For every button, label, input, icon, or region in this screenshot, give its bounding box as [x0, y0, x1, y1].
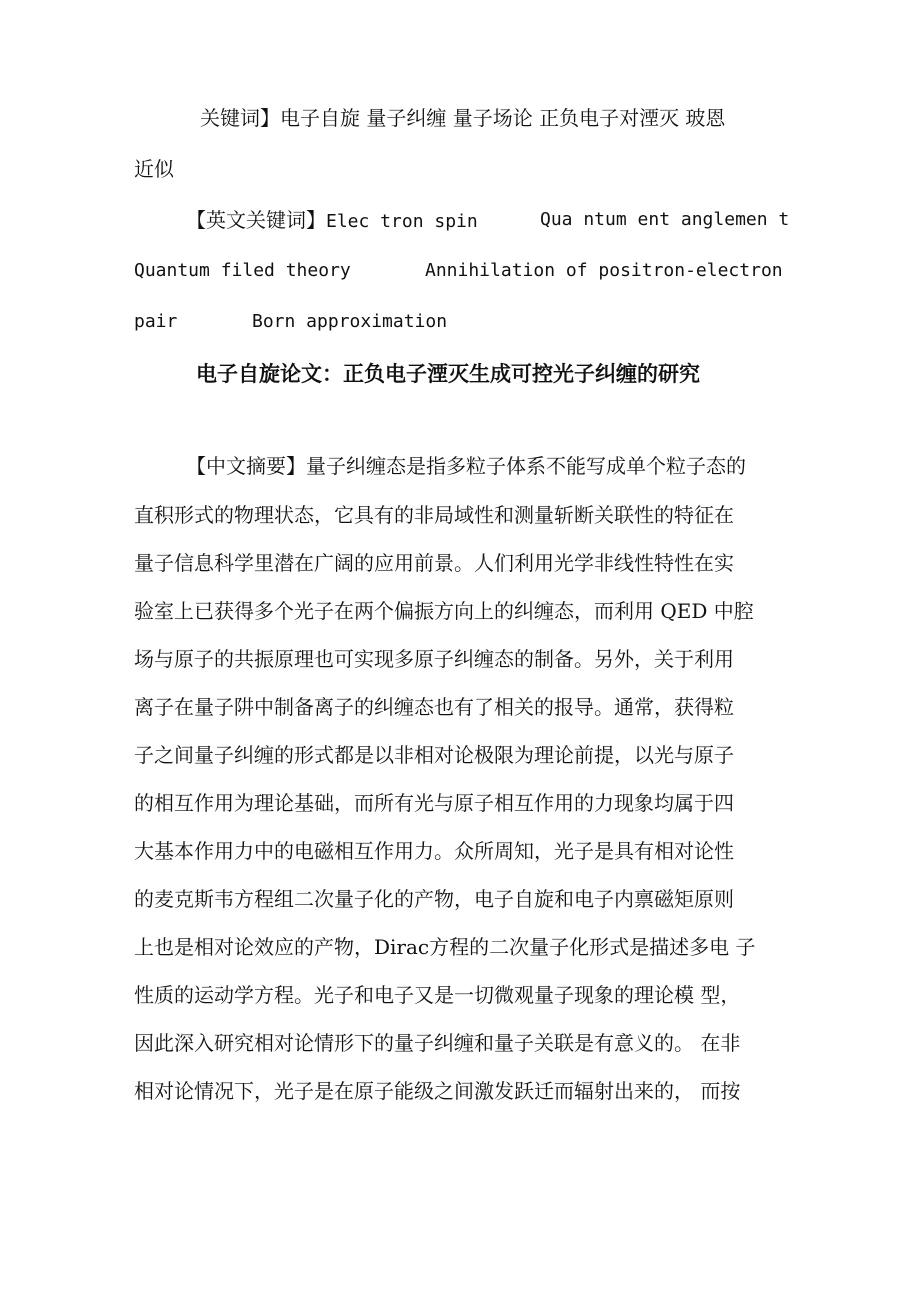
abstract-line: 的麦克斯韦方程组二次量子化的产物，电子自旋和电子内禀磁矩原则 [134, 887, 734, 911]
abstract-first-line [186, 452, 746, 480]
abstract-line: 验室上已获得多个光子在两个偏振方向上的纠缠态，而利用 QED 中腔 [134, 599, 754, 623]
en-keywords-line-1 [186, 206, 478, 236]
en-keyword-pair: pair [134, 311, 178, 332]
en-keyword-born-approximation: Born approximation [252, 311, 448, 332]
en-keyword-quantum-field-theory: Quantum filed theory [134, 260, 351, 281]
en-keyword-annihilation: Annihilation of positron-electron [425, 260, 783, 281]
abstract-line: 离子在量子阱中制备离子的纠缠态也有了相关的报导。通常，获得粒 [134, 695, 734, 719]
abstract-line: 相对论情况下，光子是在原子能级之间激发跃迁而辐射出来的， 而按 [134, 1079, 741, 1103]
paper-title: 电子自旋论文：正负电子湮灭生成可控光子纠缠的研究 [196, 362, 700, 386]
abstract-line: 因此深入研究相对论情形下的量子纠缠和量子关联是有意义的。 在非 [134, 1031, 741, 1055]
abstract-line: 大基本作用力中的电磁相互作用力。众所周知，光子是具有相对论性 [134, 839, 734, 863]
abstract-line: 直积形式的物理状态，它具有的非局域性和测量斩断关联性的特征在 [134, 503, 734, 527]
abstract-line: 场与原子的共振原理也可实现多原子纠缠态的制备。另外，关于利用 [134, 647, 734, 671]
abstract-label: 【中文摘要】 [186, 454, 306, 478]
keywords-line-1: 关键词】电子自旋 量子纠缠 量子场论 正负电子对湮灭 玻恩 [200, 106, 726, 130]
abstract-line: 子之间量子纠缠的形式都是以非相对论极限为理论前提，以光与原子 [134, 743, 734, 767]
keywords-line-2: 近似 [134, 157, 174, 181]
en-keywords-label: 【英文关键词】 [186, 208, 326, 232]
abstract-line: 上也是相对论效应的产物，Dirac方程的二次量子化形式是描述多电 子 [134, 935, 756, 959]
abstract-line: 的相互作用为理论基础，而所有光与原子相互作用的力现象均属于四 [134, 791, 734, 815]
en-keyword-quantum-entanglement: Qua ntum ent anglemen t [540, 209, 790, 230]
abstract-line: 量子信息科学里潜在广阔的应用前景。人们利用光学非线性特性在实 [134, 551, 734, 575]
abstract-line: 性质的运动学方程。光子和电子又是一切微观量子现象的理论模 型， [134, 983, 741, 1007]
abstract-first-line-text: 量子纠缠态是指多粒子体系不能写成单个粒子态的 [306, 454, 746, 478]
en-keyword-electron-spin: Elec tron spin [326, 211, 478, 232]
